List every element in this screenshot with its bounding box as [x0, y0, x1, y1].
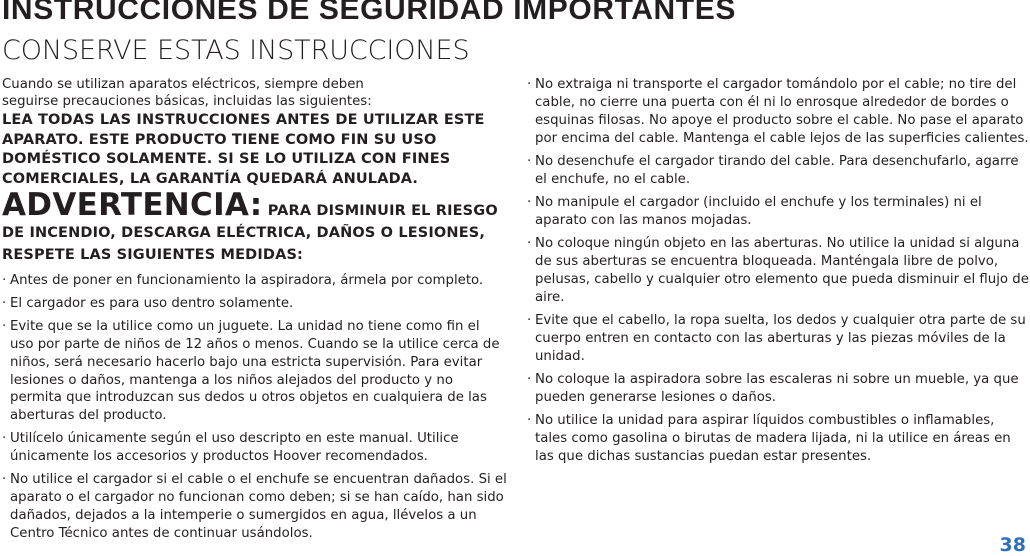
list-item: · Antes de poner en funcionamiento la aspiradora, ármela por completo. [2, 272, 507, 290]
warning-block [2, 187, 507, 266]
list-item: · No utilice la unidad para aspirar líquidos combustibles o inflamables, tales como gasolina o birutas de madera lijada, ni la utilice en áreas en las que dichas sustancias puedan estar presentes. [527, 412, 1029, 466]
warning-text: PARA DISMINUIR EL RIESGO DE INCENDIO, DESCARGA ELÉCTRICA, DAÑOS O LESIONES, RESPETE LAS SIGUIENTES MEDIDAS: [2, 203, 498, 263]
list-item: · No coloque ningún objeto en las aberturas. No utilice la unidad si alguna de sus aberturas se encuentra bloqueada. Manténgala libre de polvo, pelusas, cabello y cualquier otro elemento que pueda disminuir el flujo de aire. [527, 235, 1029, 307]
list-item: · No coloque la aspiradora sobre las escaleras ni sobre un mueble, ya que pueden generarse lesiones o daños. [527, 371, 1029, 407]
intro-paragraph: Cuando se utilizan aparatos eléctricos, siempre deben seguirse precauciones básicas, incluidas las siguientes: [2, 77, 372, 109]
right-column [527, 76, 1029, 471]
page-subtitle: CONSERVE ESTAS INSTRUCCIONES [2, 35, 470, 66]
left-column [2, 76, 507, 548]
warning-heading: ADVERTENCIA: [2, 187, 263, 223]
page-number: 38 [999, 534, 1026, 556]
list-item: · Utilícelo únicamente según el uso descripto en este manual. Utilice únicamente los accesorios y productos Hoover recomendados. [2, 430, 507, 466]
left-bullet-list [2, 272, 507, 543]
read-all-notice: LEA TODAS LAS INSTRUCCIONES ANTES DE UTILIZAR ESTE APARATO. ESTE PRODUCTO TIENE COMO FIN SU USO DOMÉSTICO SOLAMENTE. SI SE LO UTILIZA CON FINES COMERCIALES, LA GARANTÍA QUEDARÁ ANULADA. [2, 112, 485, 187]
list-item: · No extraiga ni transporte el cargador tomándolo por el cable; no tire del cable, no cierre una puerta con él ni lo enrosque alrededor de bordes o esquinas filosas. No apoye el producto sobre el cable. No pase el aparato por encima del cable. Mantenga el cable lejos de las superficies calientes. [527, 76, 1029, 148]
list-item: · El cargador es para uso dentro solamente. [2, 295, 507, 313]
list-item: · No utilice el cargador si el cable o el enchufe se encuentran dañados. Si el aparato o el cargador no funcionan como deben; si se han caído, han sido dañados, dejados a la intemperie o sumergidos en agua, llévelos a un Centro Técnico antes de continuar usándolos. [2, 471, 507, 543]
right-bullet-list [527, 76, 1029, 466]
list-item: · No desenchufe el cargador tirando del cable. Para desenchufarlo, agarre el enchufe, no el cable. [527, 153, 1029, 189]
list-item: · Evite que el cabello, la ropa suelta, los dedos y cualquier otra parte de su cuerpo entren en contacto con las aberturas y las piezas móviles de la unidad. [527, 312, 1029, 366]
page-title: INSTRUCCIONES DE SEGURIDAD IMPORTANTES [2, 0, 736, 26]
list-item: · Evite que se la utilice como un juguete. La unidad no tiene como fin el uso por parte de niños de 12 años o menos. Cuando se la utilice cerca de niños, será necesario hacerlo bajo una estricta supervisión. Para evitar lesiones o daños, mantenga a los niños alejados del producto y no permita que introduzcan sus dedos u otros objetos en cualquiera de las aberturas del producto. [2, 318, 507, 425]
list-item: · No manipule el cargador (incluido el enchufe y los terminales) ni el aparato con las manos mojadas. [527, 194, 1029, 230]
